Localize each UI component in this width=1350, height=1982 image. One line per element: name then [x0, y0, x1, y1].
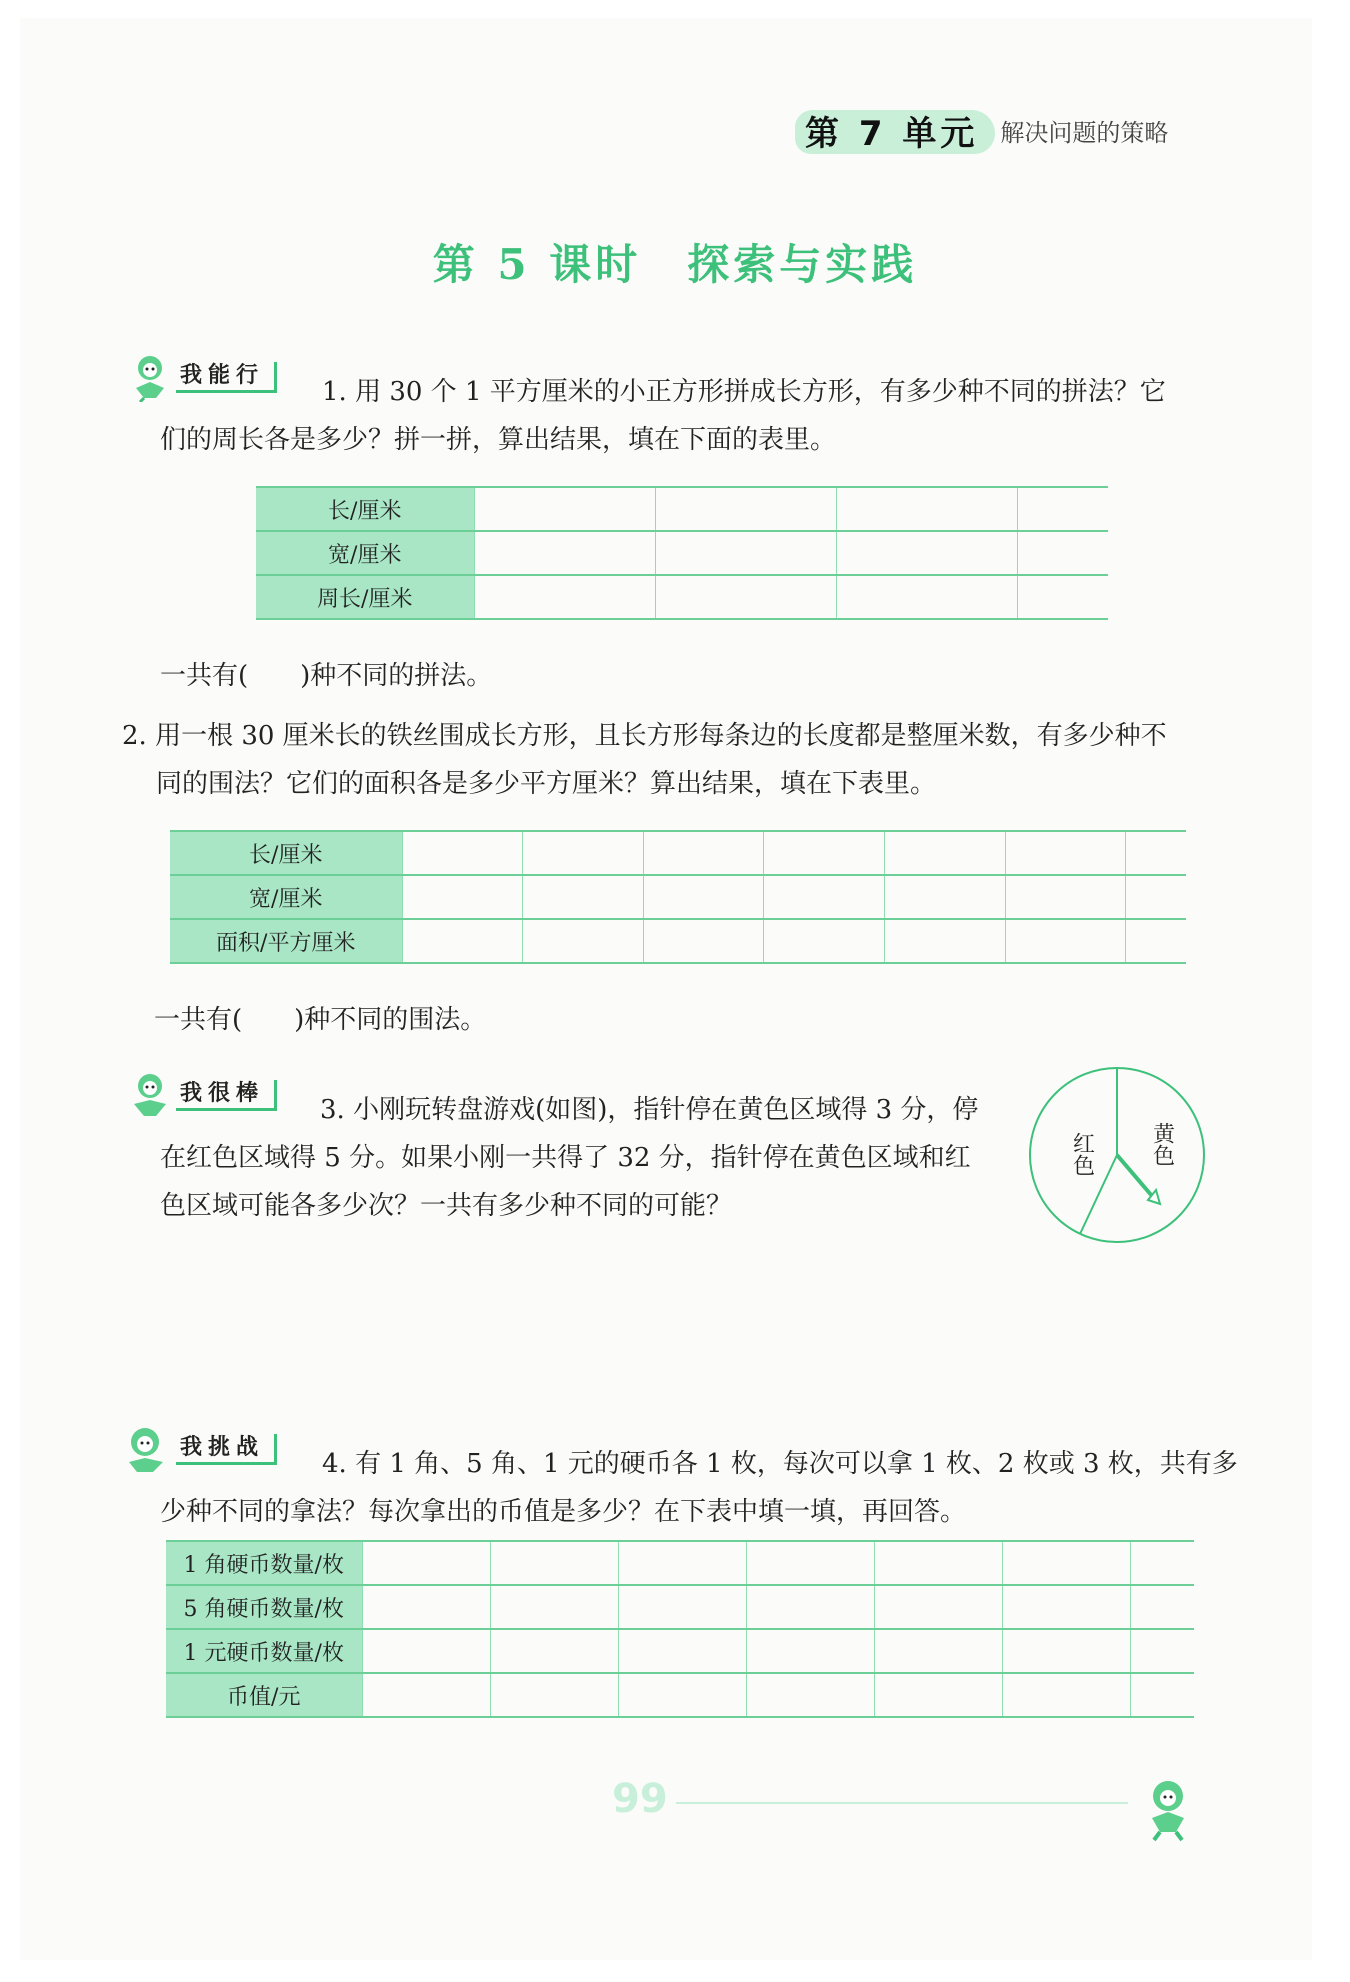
- answer-cell[interactable]: [643, 875, 764, 919]
- badge-wo-neng-xing: [126, 352, 277, 402]
- spinner-pointer: [1117, 1155, 1152, 1196]
- row-header: 1 角硬币数量/枚: [166, 1541, 362, 1585]
- q2-line2: 同的围法？它们的面积各是多少平方厘米？算出结果，填在下表里。: [156, 769, 937, 799]
- row-header: 周长/厘米: [256, 575, 474, 619]
- answer-cell[interactable]: [490, 1629, 618, 1673]
- spinner-diagram: [1024, 1062, 1210, 1248]
- lesson-title: 第 5 课时 探索与实践: [432, 240, 918, 289]
- answer-cell[interactable]: [1126, 831, 1186, 875]
- row-header: 5 角硬币数量/枚: [166, 1585, 362, 1629]
- unit-subtitle: 解决问题的策略: [1000, 118, 1169, 147]
- table-row: [166, 1629, 1194, 1673]
- answer-cell[interactable]: [874, 1673, 1002, 1717]
- q4-line1: 4. 有 1 角、5 角、1 元的硬币各 1 枚，每次可以拿 1 枚、2 枚或 3 枚，共有多: [322, 1449, 1238, 1479]
- answer-cell[interactable]: [523, 875, 644, 919]
- answer-cell[interactable]: [1005, 919, 1126, 963]
- table-row: [170, 875, 1186, 919]
- answer-cell[interactable]: [402, 831, 523, 875]
- spinner-label-red: 红色: [1069, 1132, 1095, 1176]
- answer-cell[interactable]: [362, 1541, 490, 1585]
- answer-cell[interactable]: [764, 831, 885, 875]
- answer-cell[interactable]: [1002, 1629, 1130, 1673]
- answer-cell[interactable]: [643, 919, 764, 963]
- badge-wo-tiao-zhan: [120, 1424, 277, 1474]
- q1-table: [256, 486, 1108, 620]
- answer-cell[interactable]: [884, 919, 1005, 963]
- table-row: [170, 831, 1186, 875]
- answer-cell[interactable]: [1017, 575, 1108, 619]
- answer-cell[interactable]: [746, 1541, 874, 1585]
- answer-cell[interactable]: [474, 487, 655, 531]
- q2-line1: 2. 用一根 30 厘米长的铁丝围成长方形，且长方形每条边的长度都是整厘米数，有多少种不: [122, 721, 1167, 751]
- unit-header: [805, 100, 1168, 160]
- answer-cell[interactable]: [402, 875, 523, 919]
- answer-cell[interactable]: [1126, 919, 1186, 963]
- answer-cell[interactable]: [490, 1541, 618, 1585]
- table-row: [256, 575, 1108, 619]
- q4-line2: 少种不同的拿法？每次拿出的币值是多少？在下表中填一填，再回答。: [160, 1497, 967, 1527]
- answer-cell[interactable]: [1002, 1585, 1130, 1629]
- answer-cell[interactable]: [764, 875, 885, 919]
- row-header: 长/厘米: [256, 487, 474, 531]
- row-header: 宽/厘米: [170, 875, 402, 919]
- answer-cell[interactable]: [746, 1585, 874, 1629]
- answer-cell[interactable]: [1017, 487, 1108, 531]
- answer-cell[interactable]: [874, 1629, 1002, 1673]
- row-header: 1 元硬币数量/枚: [166, 1629, 362, 1673]
- answer-cell[interactable]: [884, 875, 1005, 919]
- q1-line2: 们的周长各是多少？拼一拼，算出结果，填在下面的表里。: [160, 425, 837, 455]
- answer-cell[interactable]: [523, 831, 644, 875]
- row-header: 币值/元: [166, 1673, 362, 1717]
- answer-cell[interactable]: [874, 1585, 1002, 1629]
- answer-cell[interactable]: [1002, 1541, 1130, 1585]
- table-row: [166, 1673, 1194, 1717]
- answer-cell[interactable]: [618, 1585, 746, 1629]
- answer-cell[interactable]: [1126, 875, 1186, 919]
- q2-answer: 一共有( )种不同的围法。: [154, 1005, 487, 1035]
- answer-cell[interactable]: [474, 531, 655, 575]
- q3-line2: 在红色区域得 5 分。如果小刚一共得了 32 分，指针停在黄色区域和红: [160, 1143, 971, 1173]
- answer-cell[interactable]: [402, 919, 523, 963]
- footer-divider: [676, 1802, 1128, 1804]
- row-header: 面积/平方厘米: [170, 919, 402, 963]
- q3-line3: 色区域可能各多少次？一共有多少种不同的可能？: [160, 1191, 733, 1221]
- answer-cell[interactable]: [362, 1585, 490, 1629]
- answer-cell[interactable]: [746, 1673, 874, 1717]
- answer-cell[interactable]: [1017, 531, 1108, 575]
- q1-answer: 一共有( )种不同的拼法。: [160, 661, 493, 691]
- answer-cell[interactable]: [618, 1541, 746, 1585]
- answer-cell[interactable]: [874, 1541, 1002, 1585]
- answer-cell[interactable]: [474, 575, 655, 619]
- table-row: [166, 1541, 1194, 1585]
- answer-cell[interactable]: [1005, 875, 1126, 919]
- answer-cell[interactable]: [1130, 1585, 1194, 1629]
- answer-cell[interactable]: [746, 1629, 874, 1673]
- answer-cell[interactable]: [836, 531, 1017, 575]
- answer-cell[interactable]: [618, 1629, 746, 1673]
- q2-table: [170, 830, 1186, 964]
- mascot-icon: [126, 1070, 172, 1120]
- table-row: [256, 487, 1108, 531]
- answer-cell[interactable]: [1130, 1541, 1194, 1585]
- answer-cell[interactable]: [655, 531, 836, 575]
- table-row: [170, 919, 1186, 963]
- badge-label: 我能行: [176, 362, 277, 393]
- answer-cell[interactable]: [362, 1673, 490, 1717]
- answer-cell[interactable]: [618, 1673, 746, 1717]
- unit-label: 第 7 单元: [805, 113, 979, 154]
- answer-cell[interactable]: [655, 575, 836, 619]
- mascot-icon: [126, 352, 172, 402]
- spinner-label-yellow: 黄色: [1149, 1122, 1175, 1166]
- badge-label: 我挑战: [176, 1434, 277, 1465]
- answer-cell[interactable]: [1130, 1629, 1194, 1673]
- q3-line1: 3. 小刚玩转盘游戏(如图)，指针停在黄色区域得 3 分，停: [320, 1095, 979, 1125]
- answer-cell[interactable]: [523, 919, 644, 963]
- answer-cell[interactable]: [1005, 831, 1126, 875]
- row-header: 长/厘米: [170, 831, 402, 875]
- q4-table: [166, 1540, 1194, 1718]
- page-number: 99: [612, 1776, 668, 1822]
- footer-mascot-icon: [1138, 1776, 1196, 1842]
- row-header: 宽/厘米: [256, 531, 474, 575]
- badge-label: 我很棒: [176, 1080, 277, 1111]
- answer-cell[interactable]: [764, 919, 885, 963]
- mascot-icon: [120, 1424, 172, 1474]
- table-row: [166, 1585, 1194, 1629]
- answer-cell[interactable]: [362, 1629, 490, 1673]
- answer-cell[interactable]: [1130, 1673, 1194, 1717]
- table-row: [256, 531, 1108, 575]
- answer-cell[interactable]: [655, 487, 836, 531]
- answer-cell[interactable]: [643, 831, 764, 875]
- answer-cell[interactable]: [884, 831, 1005, 875]
- q1-line1: 1. 用 30 个 1 平方厘米的小正方形拼成长方形，有多少种不同的拼法？它: [322, 377, 1166, 407]
- answer-cell[interactable]: [1002, 1673, 1130, 1717]
- answer-cell[interactable]: [490, 1585, 618, 1629]
- answer-cell[interactable]: [490, 1673, 618, 1717]
- answer-cell[interactable]: [836, 575, 1017, 619]
- answer-cell[interactable]: [836, 487, 1017, 531]
- badge-wo-hen-bang: [126, 1070, 277, 1120]
